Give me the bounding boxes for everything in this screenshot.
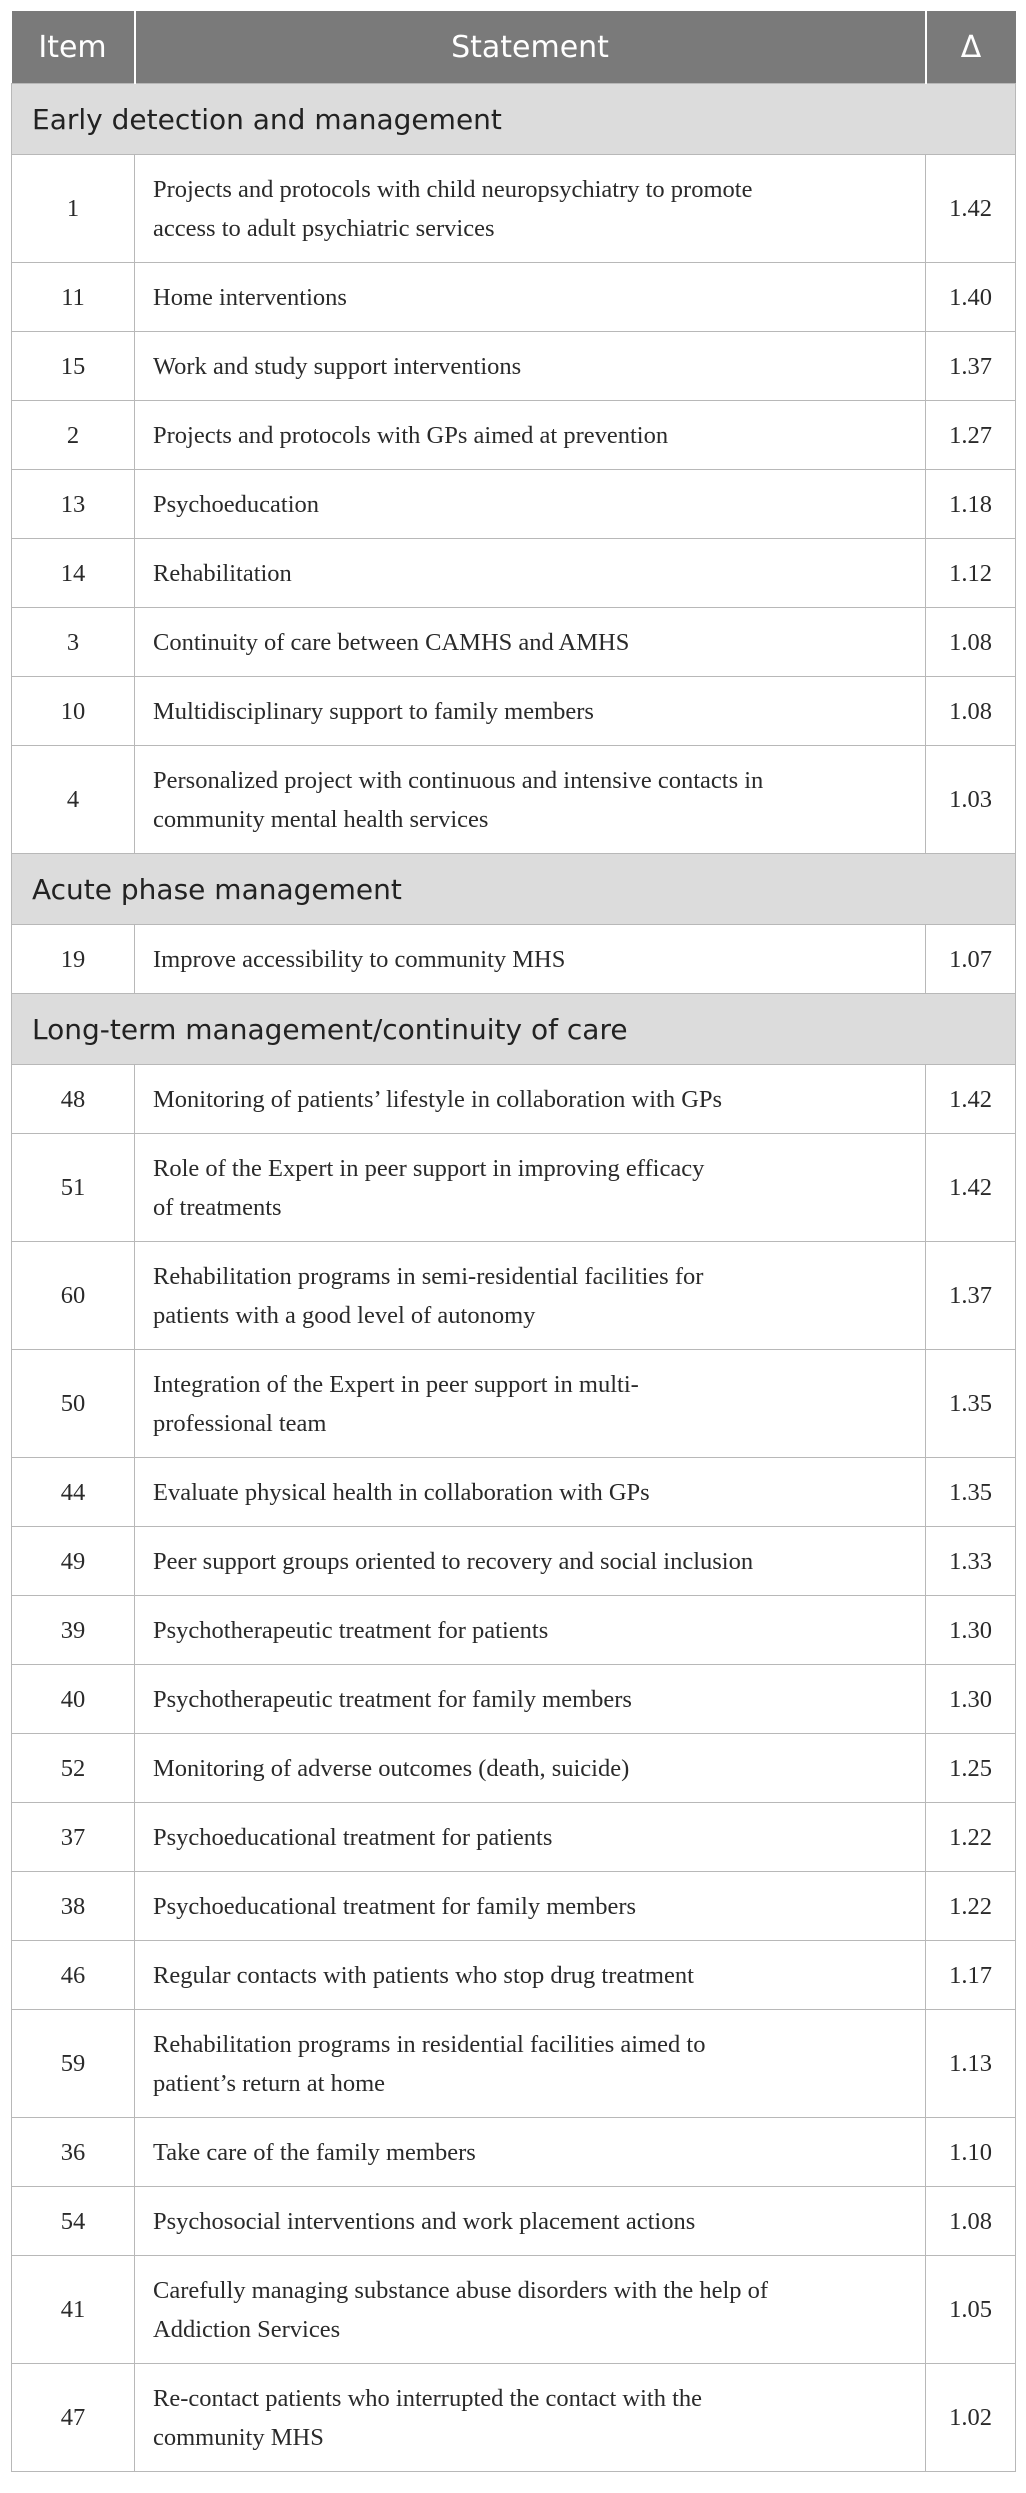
statement-line: Monitoring of patients’ lifestyle in collaboration with GPs [153, 1085, 723, 1113]
statement-line: Carefully managing substance abuse disorders with the help of [153, 2276, 769, 2304]
statement-cell [135, 2010, 926, 2118]
delta-value: 1.22 [926, 1803, 1016, 1872]
table-row [12, 1065, 1016, 1134]
statement-line: Re-contact patients who interrupted the contact with the [153, 2384, 703, 2412]
statement-line: of treatments [153, 1193, 282, 1221]
item-number: 1 [12, 155, 135, 263]
delta-value: 1.30 [926, 1596, 1016, 1665]
item-number: 38 [12, 1872, 135, 1941]
delta-value: 1.08 [926, 608, 1016, 677]
item-number: 13 [12, 470, 135, 539]
statement-cell [135, 1596, 926, 1665]
section-title: Acute phase management [12, 854, 1016, 925]
statement-line: community MHS [153, 2423, 324, 2451]
statements-table [11, 11, 1016, 2472]
header-item: Item [12, 11, 135, 84]
section-row [12, 994, 1016, 1065]
statement-line: Regular contacts with patients who stop drug treatment [153, 1961, 694, 1989]
statement-line: Monitoring of adverse outcomes (death, suicide) [153, 1754, 630, 1782]
table-row [12, 1941, 1016, 2010]
statement-cell [135, 401, 926, 470]
statement-line: Rehabilitation programs in residential facilities aimed to [153, 2030, 706, 2058]
item-number: 50 [12, 1350, 135, 1458]
statement-line: patient’s return at home [153, 2069, 385, 2097]
statement-line: Psychoeducational treatment for patients [153, 1823, 553, 1851]
statement-cell [135, 539, 926, 608]
statement-cell [135, 1803, 926, 1872]
item-number: 39 [12, 1596, 135, 1665]
item-number: 14 [12, 539, 135, 608]
section-title: Early detection and management [12, 84, 1016, 155]
table-row [12, 539, 1016, 608]
table-container [11, 11, 1015, 2472]
delta-value: 1.37 [926, 1242, 1016, 1350]
statement-line: Psychotherapeutic treatment for patients [153, 1616, 549, 1644]
delta-value: 1.08 [926, 677, 1016, 746]
table-row [12, 1803, 1016, 1872]
table-row [12, 155, 1016, 263]
section-row [12, 854, 1016, 925]
delta-value: 1.42 [926, 155, 1016, 263]
delta-value: 1.40 [926, 263, 1016, 332]
delta-value: 1.03 [926, 746, 1016, 854]
item-number: 15 [12, 332, 135, 401]
delta-value: 1.07 [926, 925, 1016, 994]
delta-value: 1.42 [926, 1134, 1016, 1242]
table-row [12, 2010, 1016, 2118]
table-row [12, 2364, 1016, 2472]
item-number: 36 [12, 2118, 135, 2187]
table-row [12, 1458, 1016, 1527]
section-title: Long-term management/continuity of care [12, 994, 1016, 1065]
statement-cell [135, 1134, 926, 1242]
delta-value: 1.08 [926, 2187, 1016, 2256]
delta-value: 1.13 [926, 2010, 1016, 2118]
statement-cell [135, 746, 926, 854]
item-number: 59 [12, 2010, 135, 2118]
table-row [12, 1734, 1016, 1803]
table-row [12, 1665, 1016, 1734]
section-row [12, 84, 1016, 155]
statement-line: Rehabilitation programs in semi-residential facilities for [153, 1262, 704, 1290]
statement-cell [135, 1065, 926, 1134]
statement-line: Psychotherapeutic treatment for family members [153, 1685, 632, 1713]
statement-line: Psychosocial interventions and work placement actions [153, 2207, 696, 2235]
table-row [12, 401, 1016, 470]
delta-value: 1.05 [926, 2256, 1016, 2364]
delta-value: 1.27 [926, 401, 1016, 470]
delta-value: 1.25 [926, 1734, 1016, 1803]
table-row [12, 1872, 1016, 1941]
item-number: 11 [12, 263, 135, 332]
statement-line: Addiction Services [153, 2315, 341, 2343]
statement-line: access to adult psychiatric services [153, 214, 495, 242]
statement-cell [135, 2256, 926, 2364]
table-row [12, 746, 1016, 854]
item-number: 41 [12, 2256, 135, 2364]
table-row [12, 1134, 1016, 1242]
delta-value: 1.33 [926, 1527, 1016, 1596]
item-number: 44 [12, 1458, 135, 1527]
delta-value: 1.37 [926, 332, 1016, 401]
item-number: 46 [12, 1941, 135, 2010]
statement-cell [135, 2187, 926, 2256]
statement-cell [135, 1872, 926, 1941]
delta-value: 1.12 [926, 539, 1016, 608]
statement-cell [135, 1458, 926, 1527]
table-row [12, 677, 1016, 746]
table-row [12, 332, 1016, 401]
item-number: 47 [12, 2364, 135, 2472]
statement-cell [135, 1350, 926, 1458]
table-row [12, 470, 1016, 539]
item-number: 48 [12, 1065, 135, 1134]
statement-line: patients with a good level of autonomy [153, 1301, 536, 1329]
statement-line: Continuity of care between CAMHS and AMHS [153, 628, 630, 656]
statement-line: community mental health services [153, 805, 489, 833]
statement-line: Projects and protocols with GPs aimed at prevention [153, 421, 669, 449]
delta-value: 1.18 [926, 470, 1016, 539]
delta-value: 1.22 [926, 1872, 1016, 1941]
table-header [12, 11, 1016, 84]
statement-cell [135, 1242, 926, 1350]
statement-line: Rehabilitation [153, 559, 292, 587]
delta-value: 1.17 [926, 1941, 1016, 2010]
table-row [12, 1350, 1016, 1458]
item-number: 49 [12, 1527, 135, 1596]
table-row [12, 2118, 1016, 2187]
statement-line: Multidisciplinary support to family members [153, 697, 594, 725]
statement-line: Personalized project with continuous and intensive contacts in [153, 766, 764, 794]
table-row [12, 925, 1016, 994]
statement-cell [135, 2118, 926, 2187]
item-number: 54 [12, 2187, 135, 2256]
statement-cell [135, 1665, 926, 1734]
statement-line: Projects and protocols with child neuropsychiatry to promote [153, 175, 753, 203]
item-number: 37 [12, 1803, 135, 1872]
header-row [12, 11, 1016, 84]
statement-cell [135, 677, 926, 746]
statement-line: Role of the Expert in peer support in improving efficacy [153, 1154, 705, 1182]
item-number: 19 [12, 925, 135, 994]
statement-line: Evaluate physical health in collaboration with GPs [153, 1478, 650, 1506]
delta-value: 1.02 [926, 2364, 1016, 2472]
statement-cell [135, 470, 926, 539]
delta-value: 1.35 [926, 1350, 1016, 1458]
table-body [12, 84, 1016, 2472]
statement-cell [135, 155, 926, 263]
delta-value: 1.35 [926, 1458, 1016, 1527]
header-statement: Statement [135, 11, 926, 84]
item-number: 40 [12, 1665, 135, 1734]
table-row [12, 608, 1016, 677]
header-delta: Δ [926, 11, 1016, 84]
statement-line: Integration of the Expert in peer support in multi- [153, 1370, 639, 1398]
statement-line: Work and study support interventions [153, 352, 522, 380]
item-number: 51 [12, 1134, 135, 1242]
delta-value: 1.30 [926, 1665, 1016, 1734]
statement-cell [135, 1734, 926, 1803]
delta-value: 1.10 [926, 2118, 1016, 2187]
statement-cell [135, 608, 926, 677]
statement-cell [135, 332, 926, 401]
item-number: 3 [12, 608, 135, 677]
statement-line: Home interventions [153, 283, 347, 311]
table-row [12, 2256, 1016, 2364]
item-number: 60 [12, 1242, 135, 1350]
statement-line: Psychoeducational treatment for family members [153, 1892, 637, 1920]
table-row [12, 263, 1016, 332]
statement-line: professional team [153, 1409, 327, 1437]
statement-cell [135, 925, 926, 994]
table-row [12, 2187, 1016, 2256]
statement-line: Improve accessibility to community MHS [153, 945, 566, 973]
statement-line: Take care of the family members [153, 2138, 476, 2166]
statement-line: Peer support groups oriented to recovery and social inclusion [153, 1547, 754, 1575]
statement-cell [135, 263, 926, 332]
statement-cell [135, 2364, 926, 2472]
statement-cell [135, 1941, 926, 2010]
item-number: 4 [12, 746, 135, 854]
statement-line: Psychoeducation [153, 490, 320, 518]
table-row [12, 1242, 1016, 1350]
table-row [12, 1527, 1016, 1596]
item-number: 10 [12, 677, 135, 746]
item-number: 2 [12, 401, 135, 470]
statement-cell [135, 1527, 926, 1596]
item-number: 52 [12, 1734, 135, 1803]
delta-value: 1.42 [926, 1065, 1016, 1134]
table-row [12, 1596, 1016, 1665]
